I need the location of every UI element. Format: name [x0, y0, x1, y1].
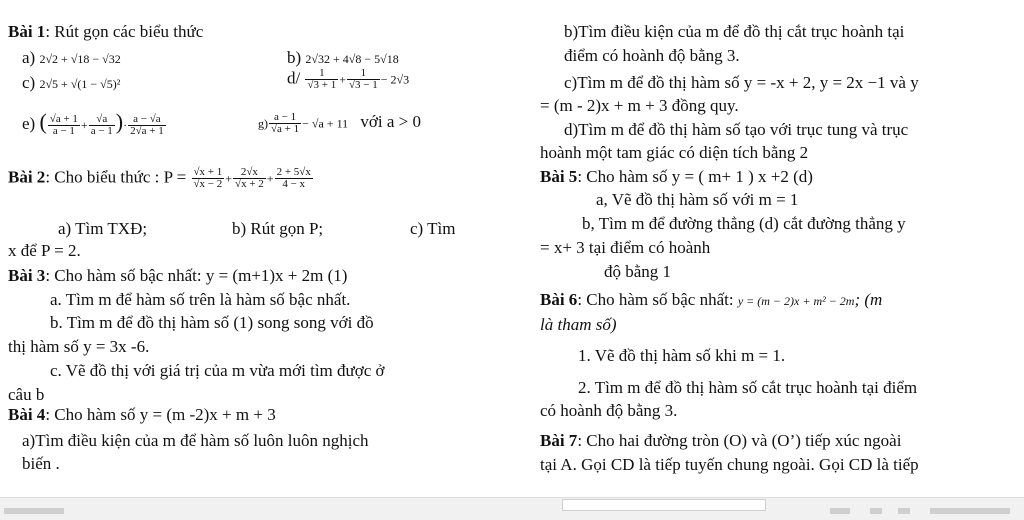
bai2-frac2: $\frac{2√x}{√x + 2}$ — [235, 166, 264, 190]
bai4-c-cont: = (m - 2)x + m + 3 đồng quy. — [540, 96, 739, 115]
bai1-e: e) ( $\frac{√a + 1}{a - 1}$ + $\frac{√a}{a - 1}$ )· $\frac{a - √a}{2√a + 1}$ — [22, 109, 164, 137]
bai1-b — [287, 48, 399, 69]
bai2-heading: : Cho biểu thức : P = — [45, 167, 187, 187]
bai2-c: c) Tìm — [410, 219, 456, 238]
bai3-heading: : Cho hàm số bậc nhất: y = (m+1)x + 2m (1) — [45, 266, 348, 285]
bai1-g-cond: với a > 0 — [360, 112, 421, 132]
bai4-a-cont: biến . — [22, 454, 60, 473]
bai1-c-expr: 2√5 + √(1 − √5)² — [39, 77, 121, 91]
bai1-d-label: d/ — [287, 68, 301, 88]
bai6-expr: y = (m − 2)x + m² − 2m — [737, 294, 855, 308]
bai5-b: b, Tìm m để đường thẳng (d) cắt đường thẳng y — [582, 214, 906, 233]
bai5-b-cont: = x+ 3 tại điểm có hoành — [540, 238, 711, 257]
bai1-e-frac2: $\frac{√a}{a - 1}$ — [90, 112, 113, 137]
bai1-a-label: a) — [22, 48, 36, 67]
bai5-title — [540, 167, 813, 187]
zoom-slider[interactable] — [930, 508, 1010, 514]
view-mode-icon[interactable] — [830, 508, 850, 514]
bai6-heading: : Cho hàm số bậc nhất: — [577, 290, 734, 309]
bai3-a: a. Tìm m để hàm số trên là hàm số bậc nhất. — [50, 290, 351, 309]
bai4-heading: : Cho hàm số y = (m -2)x + m + 3 — [45, 405, 276, 424]
bai1-c-label: c) — [22, 73, 36, 92]
bai1-d: d/ $\frac{1}{√3 + 1}$ + $\frac{1}{√3 - 1}$ − 2√3 — [287, 67, 410, 91]
bai6-tail: ; (m — [854, 290, 883, 309]
zoom-in-icon[interactable] — [898, 508, 910, 514]
bai6-2-cont: có hoành độ bằng 3. — [540, 401, 678, 420]
bai4-d-cont: hoành một tam giác có diện tích bằng 2 — [540, 143, 809, 162]
bai6-2: 2. Tìm m để đồ thị hàm số cắt trục hoành tại điểm — [578, 378, 918, 397]
bai3-label: Bài 3 — [8, 266, 46, 285]
bai2-label: Bài 2 — [8, 167, 46, 187]
bai1-g-label: g) — [258, 116, 268, 131]
bai1-d-tail: − 2√3 — [380, 72, 410, 87]
status-strip-left — [4, 508, 64, 514]
bai4-title — [8, 405, 276, 425]
bai6-label: Bài 6 — [540, 290, 578, 309]
bai5-label: Bài 5 — [540, 167, 578, 186]
bai1-c — [22, 73, 120, 94]
bai3-c-cont: câu b — [8, 385, 45, 404]
bai7-cont: tại A. Gọi CD là tiếp tuyến chung ngoài. Gọi CD là tiếp — [540, 455, 919, 474]
bai6-tail-cont: là tham số) — [540, 315, 617, 334]
bai1-g-tail: − √a + 11 — [302, 116, 349, 131]
bai1-label: Bài 1 — [8, 22, 46, 41]
bai3-b-cont: thị hàm số y = 3x -6. — [8, 337, 150, 356]
viewer-page-box[interactable] — [562, 499, 766, 511]
bai1-e-label: e) — [22, 114, 36, 133]
bai2-a: a) Tìm TXĐ; — [58, 219, 148, 238]
bai4-label: Bài 4 — [8, 405, 46, 424]
bai6-1: 1. Vẽ đồ thị hàm số khi m = 1. — [578, 346, 786, 365]
bai1-a — [22, 48, 121, 69]
zoom-out-icon[interactable] — [870, 508, 882, 514]
bai7-label: Bài 7 — [540, 431, 578, 450]
bai1-d-frac2: $\frac{1}{√3 - 1}$ — [349, 67, 378, 91]
bai4-d: d)Tìm m để đồ thị hàm số tạo với trục tung và trục — [564, 120, 909, 139]
bai2-c-cont: x để P = 2. — [8, 241, 81, 260]
bai3-title — [8, 266, 347, 286]
bai3-c: c. Vẽ đồ thị với giá trị của m vừa mới tìm được ở — [50, 361, 385, 380]
bai5-a: a, Vẽ đồ thị hàm số với m = 1 — [596, 190, 799, 209]
bai2-frac3: $\frac{2 + 5√x}{4 - x}$ — [276, 166, 311, 190]
bai5-heading: : Cho hàm số y = ( m+ 1 ) x +2 (d) — [577, 167, 813, 186]
bai4-a: a)Tìm điều kiện của m để hàm số luôn luôn nghịch — [22, 431, 369, 450]
bai1-a-expr: 2√2 + √18 − √32 — [39, 52, 121, 66]
bai7-title — [540, 431, 901, 451]
bai7-heading: : Cho hai đường tròn (O) và (O’) tiếp xúc ngoài — [577, 431, 902, 450]
bai2-frac1: $\frac{√x + 1}{√x - 2}$ — [193, 166, 223, 190]
bai1-g — [258, 112, 421, 135]
bai3-b: b. Tìm m để đồ thị hàm số (1) song song với đồ — [50, 313, 374, 332]
bai1-b-label: b) — [287, 48, 302, 67]
bai1-heading: : Rút gọn các biểu thức — [45, 22, 204, 41]
bai4-b: b)Tìm điều kiện của m để đồ thị cắt trục hoành tại — [564, 22, 905, 41]
bai1-g-frac: $\frac{a - 1}{√a + 1}$ — [271, 111, 300, 135]
bai4-c: c)Tìm m để đồ thị hàm số y = -x + 2, y = 2x −1 và y — [564, 73, 919, 92]
bai1-b-expr: 2√32 + 4√8 − 5√18 — [305, 52, 399, 66]
bai5-b-cont2: độ bằng 1 — [604, 262, 672, 281]
bai6-title — [540, 290, 882, 311]
bai1-d-frac1: $\frac{1}{√3 + 1}$ — [307, 67, 337, 91]
bai1-title — [8, 22, 203, 42]
bai2-b: b) Rút gọn P; — [232, 219, 324, 238]
bai4-b-cont: điểm có hoành độ bằng 3. — [564, 46, 740, 65]
bai1-e-frac3: $\frac{a - √a}{2√a + 1}$ — [130, 112, 164, 137]
bai2-title: Bài 2: Cho biểu thức : P = $\frac{√x + 1}{√x - 2}$ + $\frac{2√x}{√x + 2}$ + $\frac{2 + 5√x}{4 - x}$ — [8, 166, 311, 190]
bai1-e-frac1: $\frac{√a + 1}{a - 1}$ — [49, 112, 78, 137]
